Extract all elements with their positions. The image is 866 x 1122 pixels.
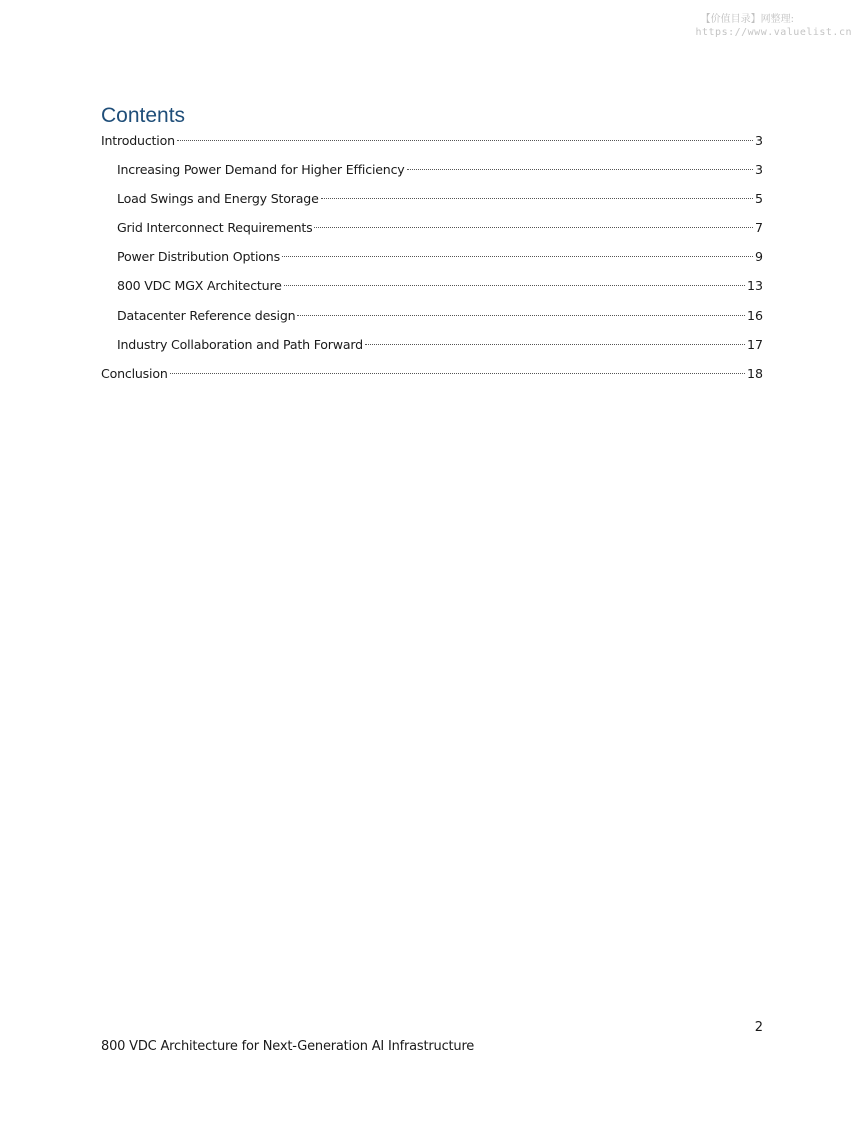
toc-entry-page: 7: [754, 220, 763, 235]
toc-entry-increasing-power-demand[interactable]: [101, 159, 763, 181]
toc-entry-label: Industry Collaboration and Path Forward: [117, 337, 363, 352]
toc-entry-page: 17: [746, 337, 763, 352]
toc-entry-label: Load Swings and Energy Storage: [117, 191, 319, 206]
toc-entry-label: Power Distribution Options: [117, 249, 280, 264]
toc-entry-label: Increasing Power Demand for Higher Efficiency: [117, 162, 405, 177]
toc-entry-grid-interconnect[interactable]: [101, 217, 763, 239]
dot-leader: [314, 227, 753, 228]
toc-entry-industry-collaboration[interactable]: [101, 334, 763, 356]
toc-entry-conclusion[interactable]: [101, 363, 763, 385]
dot-leader: [321, 198, 753, 199]
dot-leader: [297, 315, 745, 316]
toc-entry-introduction[interactable]: [101, 130, 763, 152]
dot-leader: [177, 140, 753, 141]
dot-leader: [407, 169, 753, 170]
toc-entry-label: 800 VDC MGX Architecture: [117, 278, 282, 293]
watermark: [696, 14, 853, 40]
toc-entry-label: Conclusion: [101, 366, 168, 381]
toc-entry-page: 9: [754, 249, 763, 264]
toc-entry-page: 18: [746, 366, 763, 381]
watermark-title: 【价值目录】网整理:: [700, 14, 794, 25]
page-number: 2: [754, 1020, 763, 1035]
toc-entry-page: 3: [754, 162, 763, 177]
toc-title: Contents: [101, 104, 186, 127]
toc-entry-label: Grid Interconnect Requirements: [117, 220, 313, 235]
watermark-url: https://www.valuelist.cn: [695, 27, 852, 38]
dot-leader: [282, 256, 753, 257]
dot-leader: [170, 373, 745, 374]
toc-entry-power-distribution[interactable]: [101, 246, 763, 268]
dot-leader: [365, 344, 745, 345]
footer-document-title: 800 VDC Architecture for Next-Generation AI Infrastructure: [101, 1039, 475, 1054]
toc-entry-label: Introduction: [101, 133, 175, 148]
toc-entry-page: 5: [754, 191, 763, 206]
toc-entry-mgx-architecture[interactable]: [101, 275, 763, 297]
toc-entry-label: Datacenter Reference design: [117, 308, 296, 323]
toc-entry-page: 13: [746, 278, 763, 293]
toc-entry-page: 16: [746, 308, 763, 323]
toc-entry-load-swings[interactable]: [101, 188, 763, 210]
dot-leader: [284, 285, 745, 286]
toc-entry-page: 3: [754, 133, 763, 148]
toc-entry-datacenter-reference[interactable]: [101, 305, 763, 327]
